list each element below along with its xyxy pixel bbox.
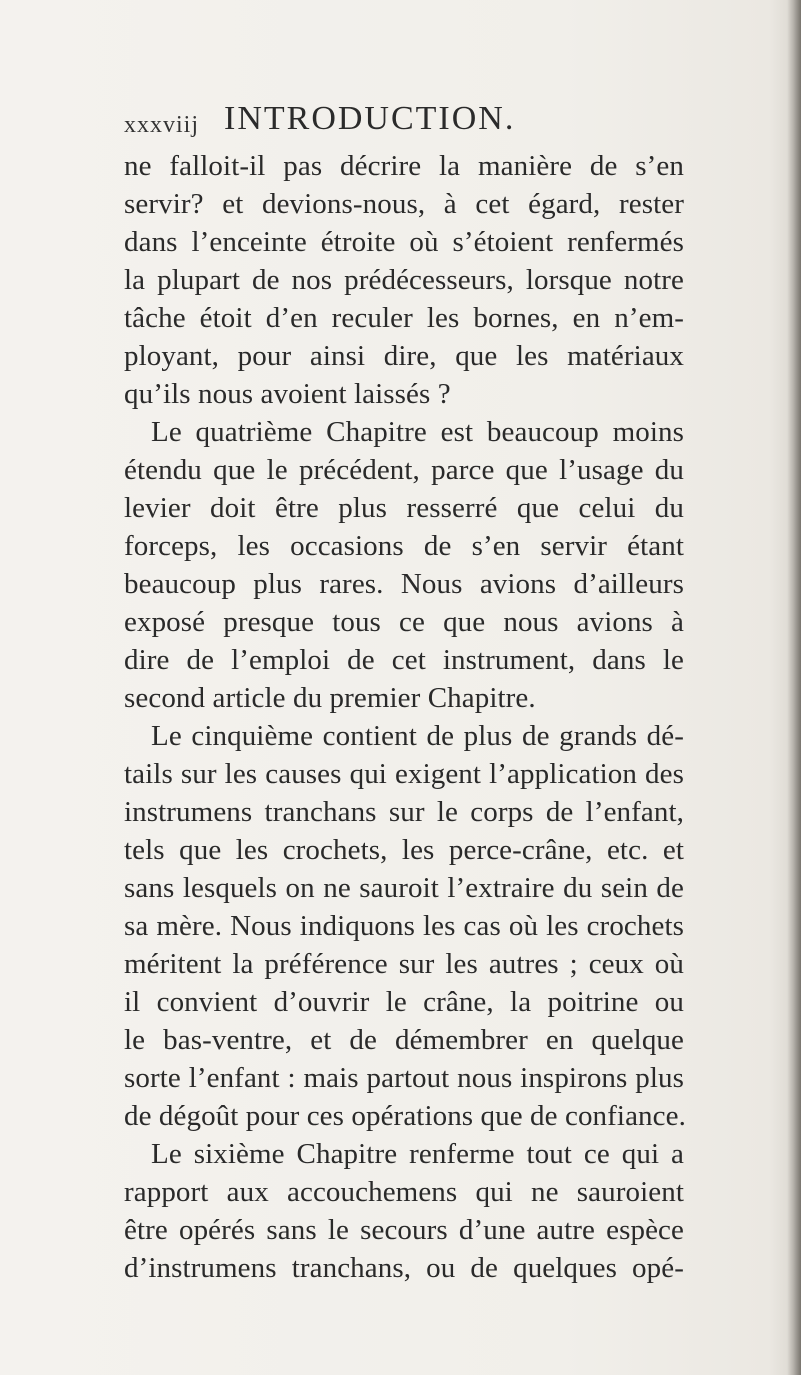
text-line: ployant, pour ainsi dire, que les matériaux [124, 340, 684, 372]
text-line: sa mère. Nous indiquons les cas où les crochets [124, 910, 684, 942]
text-line: sorte l’enfant : mais partout nous inspirons plus [124, 1062, 684, 1094]
page-edge-shadow [787, 0, 801, 1375]
text-line: Le quatrième Chapitre est beaucoup moins [151, 416, 684, 448]
text-line: forceps, les occasions de s’en servir étant [124, 530, 684, 562]
text-line: servir? et devions-nous, à cet égard, rester [124, 188, 684, 220]
text-line: tails sur les causes qui exigent l’application des [124, 758, 684, 790]
text-line: dans l’enceinte étroite où s’étoient renfermés [124, 226, 684, 258]
text-line: être opérés sans le secours d’une autre espèce [124, 1214, 684, 1246]
text-line: il convient d’ouvrir le crâne, la poitrine ou [124, 986, 684, 1018]
text-line: Le cinquième contient de plus de grands dé- [151, 720, 684, 752]
text-line: levier doit être plus resserré que celui du [124, 492, 684, 524]
text-line: exposé presque tous ce que nous avions à [124, 606, 684, 638]
text-line: Le sixième Chapitre renferme tout ce qui a [151, 1138, 684, 1170]
text-line: méritent la préférence sur les autres ; ceux où [124, 948, 684, 980]
text-line: tels que les crochets, les perce-crâne, etc. et [124, 834, 684, 866]
body-text [124, 147, 684, 1287]
running-title: INTRODUCTION. [224, 100, 516, 137]
page-header [124, 100, 684, 144]
text-line: qu’ils nous avoient laissés ? [124, 378, 451, 410]
text-line: tâche étoit d’en reculer les bornes, en n’em- [124, 302, 684, 334]
text-line: étendu que le précédent, parce que l’usage du [124, 454, 684, 486]
text-line: dire de l’emploi de cet instrument, dans le [124, 644, 684, 676]
text-line: beaucoup plus rares. Nous avions d’ailleurs [124, 568, 684, 600]
text-line: ne falloit-il pas décrire la manière de s’en [124, 150, 684, 182]
text-line: rapport aux accouchemens qui ne sauroient [124, 1176, 684, 1208]
page-number: xxxviij [124, 112, 200, 138]
text-line: d’instrumens tranchans, ou de quelques opé- [124, 1252, 684, 1284]
text-line: second article du premier Chapitre. [124, 682, 536, 714]
text-line: de dégoût pour ces opérations que de confiance. [124, 1100, 686, 1132]
text-line: le bas-ventre, et de démembrer en quelque [124, 1024, 684, 1056]
text-line: instrumens tranchans sur le corps de l’enfant, [124, 796, 684, 828]
text-line: sans lesquels on ne sauroit l’extraire du sein de [124, 872, 684, 904]
text-line: la plupart de nos prédécesseurs, lorsque notre [124, 264, 684, 296]
